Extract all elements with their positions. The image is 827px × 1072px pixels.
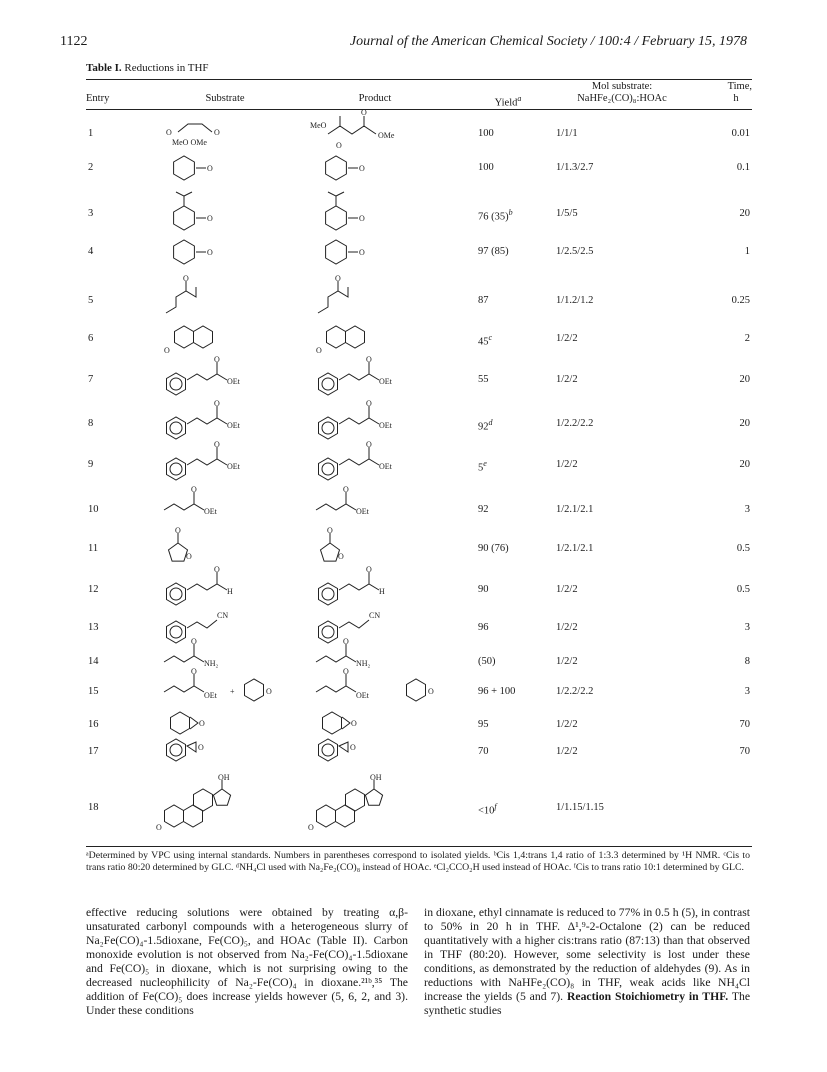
substrate-structure-svg <box>156 527 248 567</box>
substrate-structure-svg <box>156 730 248 770</box>
col-yield-header <box>478 93 538 110</box>
yield-cell: 95 <box>478 719 489 730</box>
oxygen-label: O <box>214 399 220 408</box>
aromatic-circle <box>322 588 334 600</box>
oxygen-label: O <box>164 346 170 355</box>
time-cell: 1 <box>744 246 750 257</box>
lactone-ring <box>169 543 188 561</box>
col-product-header: Product <box>358 93 392 104</box>
substituent-label: OEt <box>227 377 240 386</box>
benzene-ring <box>319 739 338 761</box>
cyclohexane-ring <box>326 206 347 230</box>
benzene-ring <box>167 583 186 605</box>
time-cell: 20 <box>739 208 750 219</box>
methoxy-label: MeO <box>310 121 327 130</box>
ring-b <box>336 805 355 827</box>
yield-footnote-sup: f <box>494 802 497 811</box>
epoxide-ring <box>407 679 426 701</box>
oxygen-label: O <box>214 128 220 137</box>
aromatic-circle <box>170 744 182 756</box>
table-top-rule <box>86 79 752 80</box>
carbon-chain <box>339 374 379 380</box>
yield-cell: 92 <box>478 504 489 515</box>
oxygen-label: O <box>343 485 349 494</box>
oxygen-label: O <box>207 214 213 223</box>
nitrile-label: CN <box>217 611 229 620</box>
product-structure-svg <box>308 317 400 357</box>
yield-cell: 45$^c$ <box>478 333 493 348</box>
product-structure <box>308 317 400 357</box>
body-column-right <box>424 906 750 1018</box>
ratio-cell: 1/2/2 <box>556 746 578 757</box>
ratio-cell: 1/2/2 <box>556 374 578 385</box>
yield-footnote-sup: b <box>508 208 513 217</box>
ratio-cell: 1/2.1/2.1 <box>556 504 594 515</box>
entry-cell: 4 <box>88 246 94 257</box>
product-structure <box>308 192 400 232</box>
yield-cell: 87 <box>478 295 489 306</box>
entry-cell: 16 <box>88 719 99 730</box>
product-structure-svg <box>308 527 400 567</box>
yield-cell: 96 + 100 <box>478 686 516 697</box>
substrate-structure <box>156 485 248 528</box>
ratio-cell: 1/2.2/2.2 <box>556 418 594 429</box>
product-structure-svg <box>308 230 400 270</box>
carbon-chain <box>328 126 376 134</box>
substrate-structure-svg <box>156 774 248 838</box>
table-bottom-rule <box>86 846 752 847</box>
yield-cell: 100 <box>478 128 494 139</box>
col-mol-header <box>556 81 688 105</box>
carbon-chain <box>187 374 227 380</box>
yield-footnote-sup: e <box>483 459 487 468</box>
product-structure <box>308 440 400 483</box>
product-structure <box>308 230 400 270</box>
ring-a <box>317 805 336 827</box>
plus-label: + <box>230 687 235 696</box>
oxygen-label: O <box>191 485 197 494</box>
body-right-tail: The synthetic studies <box>424 990 751 1017</box>
col-entry-header: Entry <box>86 93 110 104</box>
entry-cell: 10 <box>88 504 99 515</box>
substrate-structure-svg <box>156 565 248 608</box>
oxygen-label: O <box>350 743 356 752</box>
substrate-structure <box>156 527 248 567</box>
time-header-line1: Time, <box>727 81 752 92</box>
carbon-chain <box>339 620 369 628</box>
ring-b <box>184 805 203 827</box>
benzene-ring <box>167 739 186 761</box>
aromatic-circle <box>170 422 182 434</box>
benzene-ring <box>167 458 186 480</box>
epoxide-ring <box>245 679 264 701</box>
ratio-cell: 1/5/5 <box>556 208 578 219</box>
yield-cell: (50) <box>478 656 496 667</box>
ratio-cell: 1/2.1/2.1 <box>556 543 594 554</box>
carbon-chain <box>316 674 356 692</box>
time-cell: 3 <box>744 622 750 633</box>
oxygen-label: O <box>359 248 365 257</box>
time-cell: 20 <box>739 459 750 470</box>
oxygen-label: O <box>316 346 322 355</box>
substituent-label: OEt <box>379 421 392 430</box>
entry-cell: 6 <box>88 333 94 344</box>
substrate-structure-svg <box>156 230 248 270</box>
entry-cell: 7 <box>88 374 94 385</box>
time-cell: 20 <box>739 418 750 429</box>
carbon-chain <box>164 656 204 662</box>
carbon-chain <box>178 124 212 132</box>
ratio-cell: 1/2/2 <box>556 622 578 633</box>
nitrile-label: CN <box>369 611 381 620</box>
oxygen-label: O <box>327 526 333 535</box>
time-cell: 20 <box>739 374 750 385</box>
oxygen-label: O <box>198 743 204 752</box>
yield-header-text: Yield <box>494 97 518 109</box>
yield-cell: 90 (76) <box>478 543 509 554</box>
col-substrate-header: Substrate <box>205 93 245 104</box>
oxygen-label: O <box>214 355 220 364</box>
methoxy-label: OMe <box>378 131 395 140</box>
ratio-cell: 1/2/2 <box>556 584 578 595</box>
yield-cell: 96 <box>478 622 489 633</box>
oxygen-label: O <box>166 128 172 137</box>
oxygen-label: O <box>214 440 220 449</box>
table-footnotes: ᵃDetermined by VPC using internal standards. Numbers in parentheses correspond to isolated yields. ᵇCis 1,4:trans 1,4 ratio of 1:3.3 determined by ¹H NMR. ᶜCis to trans ratio 80:20 determined by GLC. ᵈNH₄Cl used with Na₂Fe₂(CO)₈ instead of HOAc. ᵉCl₂CCO₂H used instead of HOAc. ᶠCis to trans ratio 10:1 determined by GLC. <box>86 850 750 873</box>
oxygen-label: O <box>361 108 367 117</box>
oxygen-label: O <box>199 719 205 728</box>
yield-footnote-sup: d <box>488 418 493 427</box>
ring-a <box>327 326 346 348</box>
cyclohexane-ring <box>326 240 347 264</box>
product-structure-svg <box>308 774 400 838</box>
substituent-label: H <box>227 587 233 596</box>
ratio-cell: 1/2/2 <box>556 459 578 470</box>
isopropenyl-group <box>176 192 192 206</box>
substituent-label: OEt <box>204 507 217 516</box>
table-title <box>86 62 209 74</box>
substrate-structure-svg <box>156 317 248 357</box>
substrate-structure-svg <box>156 274 248 319</box>
oxygen-label: O <box>214 565 220 574</box>
time-cell: 0.5 <box>736 543 750 554</box>
ratio-cell: 1/1.2/1.2 <box>556 295 594 306</box>
body-column-left: effective reducing solutions were obtained by treating α,β-unsaturated carbonyl compounds with a heterogeneous slurry of Na₂Fe(CO)₄-1.5dioxane, Fe(CO)₅, and HOAc (Table II). Carbon monoxide evolution is not observed from Na₂-Fe(CO)₄-1.5dioxane and Fe(CO)₅ in dioxane, which is not surprising owing to the decreased nucleophilicity of Na₂-Fe(CO)₄ in dioxane.²¹ᵇ,³⁵ The addition of Fe(CO)₅ does increase yields however (5, 6, 2, and 3). Under these conditions <box>86 906 408 1017</box>
benzene-ring <box>319 458 338 480</box>
time-cell: 8 <box>744 656 750 667</box>
substituent-label: OEt <box>379 462 392 471</box>
substrate-structure <box>156 355 248 398</box>
yield-cell: 100 <box>478 162 494 173</box>
product-structure <box>308 146 400 186</box>
yield-footnote-sup: c <box>488 333 493 342</box>
substituent-label: OEt <box>356 691 369 700</box>
benzene-ring <box>319 417 338 439</box>
product-structure <box>308 485 400 528</box>
substituent-label: H <box>379 587 385 596</box>
benzene-ring <box>167 373 186 395</box>
entry-cell: 8 <box>88 418 94 429</box>
yield-cell: $<10^f$ <box>478 802 497 817</box>
carbon-chain <box>316 656 356 662</box>
carbon-chain <box>339 418 379 424</box>
product-structure-svg <box>308 565 400 608</box>
oxygen-label: O <box>428 687 434 696</box>
aromatic-circle <box>322 378 334 390</box>
product-structure <box>308 774 400 838</box>
journal-header: Journal of the American Chemical Society / 100:4 / February 15, 1978 <box>349 34 747 49</box>
yield-cell: 97 (85) <box>478 246 509 257</box>
substituent-label: OEt <box>227 421 240 430</box>
aromatic-circle <box>322 463 334 475</box>
oxygen-label: O <box>207 164 213 173</box>
ring-c <box>346 789 365 811</box>
substrate-structure-svg <box>156 485 248 528</box>
carbon-chain <box>187 418 227 424</box>
benzene-ring <box>167 417 186 439</box>
oxygen-label: O <box>338 552 344 561</box>
aromatic-circle <box>170 378 182 390</box>
ring-b <box>194 326 213 348</box>
benzene-ring <box>319 373 338 395</box>
ratio-cell: 1/2.2/2.2 <box>556 686 594 697</box>
carbon-chain <box>316 504 356 510</box>
oxygen-label: O <box>366 565 372 574</box>
oxygen-label: O <box>343 667 349 676</box>
time-cell: 70 <box>739 746 750 757</box>
body-right-text: in dioxane, ethyl cinnamate is reduced to 77% in 0.5 h (5), in contrast to 50% in 20 h in THF. Δ¹,⁹-2-Octalone (2) can be reduced quantitatively with a higher cis:trans ratio (87:13) than that observed in THF (80:20). However, some selectivity is lost under these conditions, as demonstrated by the reduction of aldehydes (9). As in reductions with NaHFe₂(CO)₈ in THF, weak acids like NH₄Cl increase the yields (5 and 7). <box>424 906 750 1003</box>
oxygen-label: O <box>175 526 181 535</box>
aromatic-circle <box>170 463 182 475</box>
ring-a <box>175 326 194 348</box>
time-cell: 3 <box>744 686 750 697</box>
oxygen-label: O <box>366 399 372 408</box>
ring-c <box>194 789 213 811</box>
oxygen-label: O <box>366 440 372 449</box>
epoxide-bridge <box>342 717 350 729</box>
oxygen-label: O <box>359 164 365 173</box>
ring-a <box>165 805 184 827</box>
mol-header-line1: Mol substrate: <box>591 81 653 92</box>
cyclohexane-ring <box>326 156 347 180</box>
oxygen-label: O <box>186 552 192 561</box>
substrate-structure <box>156 399 248 442</box>
table-title-text: Reductions in THF <box>124 62 209 74</box>
entry-cell: 1 <box>88 128 94 139</box>
oxygen-label: O <box>351 719 357 728</box>
carbon-chain <box>166 281 196 313</box>
epoxide-ring <box>339 742 348 752</box>
ring-d <box>365 789 382 805</box>
ratio-cell: 1/2/2 <box>556 333 578 344</box>
substituent-label: OEt <box>379 377 392 386</box>
epoxide-bridge <box>190 717 198 729</box>
oxygen-label: O <box>191 667 197 676</box>
aromatic-circle <box>170 588 182 600</box>
page-number: 1122 <box>60 34 88 49</box>
oxygen-label: O <box>183 274 189 283</box>
oxygen-label: O <box>343 637 349 646</box>
hydroxyl-label: OH <box>370 773 382 782</box>
entry-cell: 12 <box>88 584 99 595</box>
carbon-chain <box>318 281 348 313</box>
product-structure-svg <box>308 192 400 232</box>
product-structure-svg <box>308 274 400 319</box>
substituent-label: OEt <box>204 691 217 700</box>
entry-cell: 2 <box>88 162 94 173</box>
ratio-cell: 1/1/1 <box>556 128 578 139</box>
oxygen-label: O <box>336 141 342 150</box>
ring-d <box>213 789 230 805</box>
entry-cell: 17 <box>88 746 99 757</box>
product-structure <box>308 274 400 319</box>
substrate-structure-svg <box>156 355 248 398</box>
cyclohexane-ring <box>174 206 195 230</box>
time-cell: 0.1 <box>736 162 750 173</box>
entry-cell: 18 <box>88 802 99 813</box>
product-structure-svg <box>308 355 400 398</box>
carbon-chain <box>339 459 379 465</box>
substituent-label: NH₂ <box>356 659 371 668</box>
aromatic-circle <box>322 626 334 638</box>
time-cell: 0.5 <box>736 584 750 595</box>
oxygen-label: O <box>366 355 372 364</box>
yield-cell: 70 <box>478 746 489 757</box>
time-cell: 0.25 <box>731 295 750 306</box>
benzene-ring <box>319 583 338 605</box>
ratio-cell: 1/1.15/1.15 <box>556 802 604 813</box>
yield-cell: 76 $(35)^b$ <box>478 208 513 223</box>
time-header-line2: h <box>733 93 739 104</box>
yield-cell: 55 <box>478 374 489 385</box>
substituent-label: OEt <box>356 507 369 516</box>
product-structure-svg <box>308 730 400 770</box>
hydroxyl-label: OH <box>218 773 230 782</box>
substrate-structure <box>156 440 248 483</box>
time-cell: 0.01 <box>731 128 750 139</box>
product-structure <box>308 527 400 567</box>
oxygen-label: O <box>191 637 197 646</box>
carbon-chain <box>164 674 204 692</box>
substrate-structure-svg <box>156 440 248 483</box>
substrate-structure <box>156 565 248 608</box>
substrate-structure <box>156 230 248 270</box>
isopropenyl-group <box>328 192 344 206</box>
yield-cell: 5e <box>478 459 487 474</box>
carbon-chain <box>339 584 379 590</box>
entry-cell: 14 <box>88 656 99 667</box>
product-structure-svg <box>308 399 400 442</box>
product-structure <box>308 399 400 442</box>
oxygen-label: O <box>156 823 162 832</box>
substrate-structure <box>156 774 248 838</box>
substrate-structure <box>156 317 248 357</box>
oxygen-label: O <box>266 687 272 696</box>
product-structure-svg <box>308 146 400 186</box>
time-cell: 3 <box>744 504 750 515</box>
methoxy-label: MeO OMe <box>172 138 207 147</box>
product-structure <box>308 565 400 608</box>
entry-cell: 15 <box>88 686 99 697</box>
aromatic-circle <box>322 744 334 756</box>
substrate-structure-svg <box>156 399 248 442</box>
oxygen-label: O <box>207 248 213 257</box>
carbon-chain <box>187 459 227 465</box>
ratio-cell: 1/2/2 <box>556 656 578 667</box>
col-time-header <box>700 81 752 105</box>
substrate-structure <box>156 730 248 770</box>
product-structure-svg <box>308 440 400 483</box>
cyclohexane-ring <box>174 156 195 180</box>
yield-cell: 90 <box>478 584 489 595</box>
substrate-structure-svg <box>156 192 248 232</box>
entry-cell: 9 <box>88 459 94 470</box>
oxygen-label: O <box>308 823 314 832</box>
oxygen-label: O <box>359 214 365 223</box>
carbon-chain <box>164 504 204 510</box>
ring-b <box>346 326 365 348</box>
product-structure <box>308 730 400 770</box>
cyclohexane-ring <box>174 240 195 264</box>
yield-header-sup: a <box>517 94 522 103</box>
time-cell: 70 <box>739 719 750 730</box>
oxygen-label: O <box>335 274 341 283</box>
substrate-structure <box>156 192 248 232</box>
time-cell: 2 <box>744 333 750 344</box>
carbon-chain <box>187 584 227 590</box>
lactone-ring <box>321 543 340 561</box>
entry-cell: 11 <box>88 543 99 554</box>
yield-cell: 92$^d$ <box>478 418 493 433</box>
ratio-cell: 1/2/2 <box>556 719 578 730</box>
entry-cell: 13 <box>88 622 99 633</box>
table-label: Table I. <box>86 62 122 74</box>
entry-cell: 3 <box>88 208 94 219</box>
substituent-label: OEt <box>227 462 240 471</box>
substituent-label: NH₂ <box>204 659 219 668</box>
product-structure-svg <box>308 485 400 528</box>
ratio-cell: 1/1.3/2.7 <box>556 162 594 173</box>
entry-cell: 5 <box>88 295 94 306</box>
substrate-structure <box>156 146 248 186</box>
substrate-structure-svg <box>156 146 248 186</box>
section-heading: Reaction Stoichiometry in THF. <box>566 990 729 1003</box>
ratio-cell: 1/2.5/2.5 <box>556 246 594 257</box>
carbon-chain <box>187 620 217 628</box>
mol-header-line2: NaHFe₂(CO)₈:HOAc <box>577 93 667 104</box>
aromatic-circle <box>170 626 182 638</box>
epoxide-ring <box>187 742 196 752</box>
product-structure <box>308 355 400 398</box>
aromatic-circle <box>322 422 334 434</box>
substrate-structure <box>156 274 248 319</box>
table-header-rule <box>86 109 752 110</box>
